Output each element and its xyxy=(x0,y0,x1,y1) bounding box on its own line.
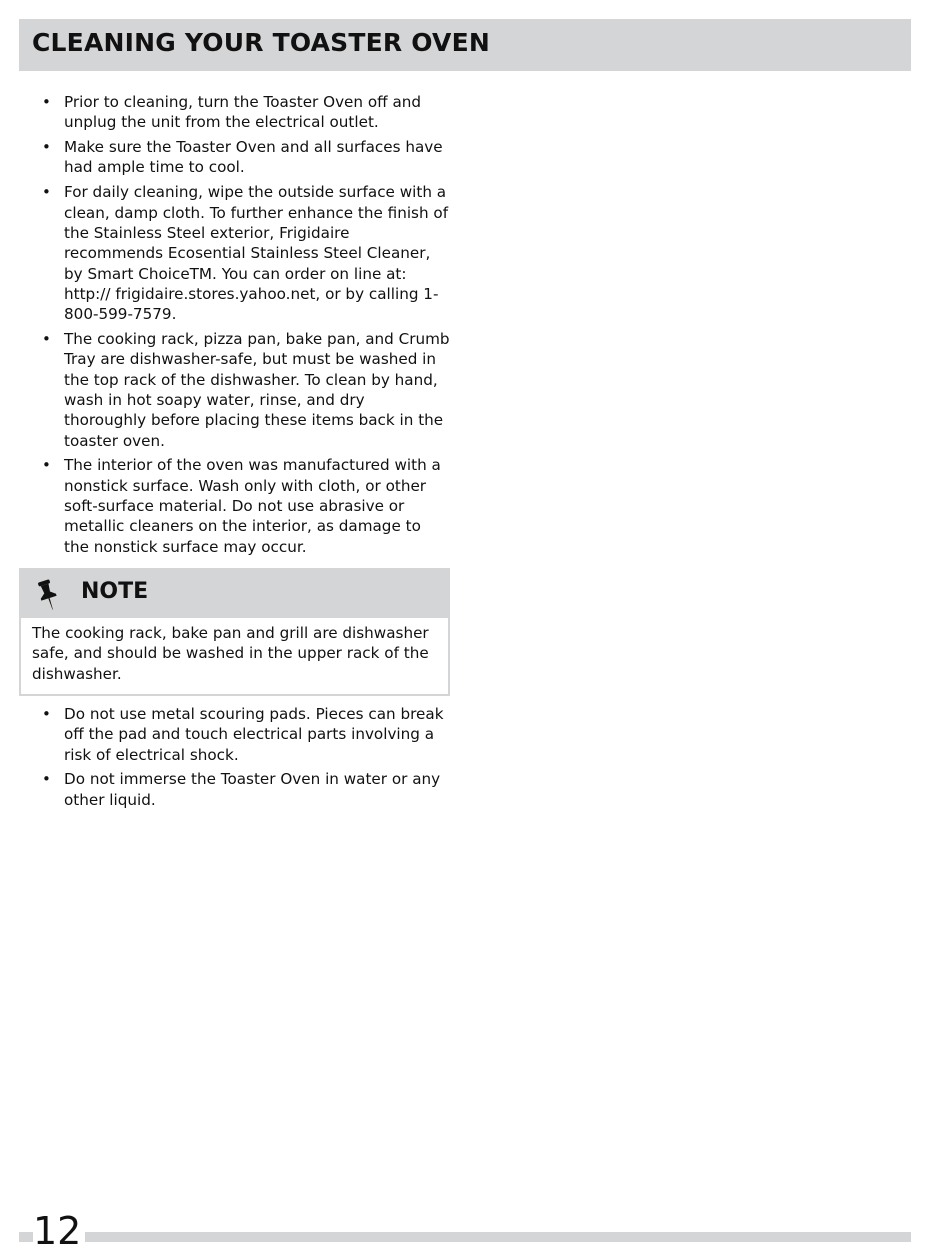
bullet-icon: • xyxy=(42,456,51,475)
bullet-icon: • xyxy=(42,138,51,157)
bullet-icon: • xyxy=(42,705,51,723)
list-item xyxy=(19,769,450,810)
note-header xyxy=(21,570,448,618)
note-box xyxy=(19,568,450,696)
note-text: The cooking rack, bake pan and grill are dishwasher safe, and should be washed in the upper rack of the dishwasher. xyxy=(32,624,429,683)
bullet-icon: • xyxy=(42,770,51,789)
list-item xyxy=(19,137,450,178)
list-item xyxy=(19,329,450,451)
list-item xyxy=(19,704,450,765)
bullet-icon: • xyxy=(42,93,51,111)
list-item-text: Do not immerse the Toaster Oven in water or any other liquid. xyxy=(64,770,441,809)
pushpin-icon xyxy=(37,579,61,611)
instructions-list-top xyxy=(19,92,450,562)
note-title: NOTE xyxy=(81,579,149,604)
instructions-list-bottom xyxy=(19,704,450,815)
list-item-text: Make sure the Toaster Oven and all surfaces have had ample time to cool. xyxy=(64,138,443,177)
bullet-icon: • xyxy=(42,330,51,349)
footer-bar xyxy=(19,1232,911,1242)
list-item xyxy=(19,92,450,133)
list-item xyxy=(19,455,450,556)
list-item-text: Prior to cleaning, turn the Toaster Oven off and unplug the unit from the electrical outlet. xyxy=(64,93,422,132)
section-header xyxy=(19,19,911,71)
list-item xyxy=(19,182,450,324)
bullet-icon: • xyxy=(42,183,51,202)
list-item-text: The cooking rack, pizza pan, bake pan, and Crumb Tray are dishwasher-safe, but must be washed in the top rack of the dishwasher. To clean by hand, wash in hot soapy water, rinse, and dry thoroughly before placing these items back in the toaster oven. xyxy=(64,330,450,450)
list-item-text: For daily cleaning, wipe the outside surface with a clean, damp cloth. To further enhance the finish of the Stainless Steel exterior, Frigidaire recommends Ecosential Stainless Steel Cleaner, by Smart ChoiceTM. You can order on line at: http:// frigidaire.stores.yahoo.net, or by calling 1-800-599-7579. xyxy=(64,183,449,324)
page-title: CLEANING YOUR TOASTER OVEN xyxy=(32,28,490,57)
page-number: 12 xyxy=(33,1209,85,1254)
list-item-text: The interior of the oven was manufactured with a nonstick surface. Wash only with cloth, or other soft-surface material. Do not use abrasive or metallic cleaners on the interior, as damage to the nonstick surface may occur. xyxy=(64,456,441,556)
list-item-text: Do not use metal scouring pads. Pieces can break off the pad and touch electrical parts involving a risk of electrical shock. xyxy=(64,705,444,764)
